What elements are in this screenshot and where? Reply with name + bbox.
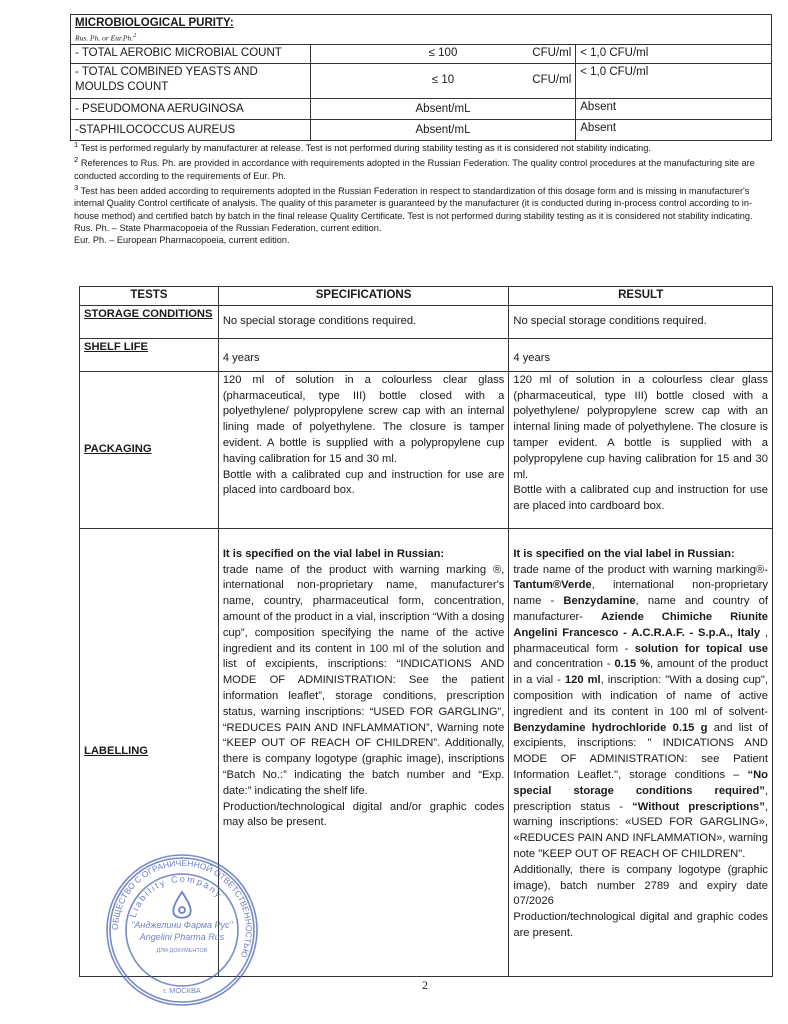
micro-limit: ≤ 100 — [428, 46, 458, 59]
micro-header-cell — [71, 15, 772, 45]
storage-label: STORAGE CONDITIONS — [84, 307, 213, 320]
micro-test-name: - TOTAL AEROBIC MICROBIAL COUNT — [71, 44, 311, 63]
footnote-text: Test has been added according to requirements adopted in the Russian Federation in respect to standardization of this dosage form and is missing in manufacturer's internal Quality Control certificate of analysis. The quality of this parameter is guaranteed by the manufacturer (it is conducted during in-process control according to in-house method) and certified batch by batch in the final release Quality Certificate. Test is not performed during stability testing as it is considered not stability indicating. — [74, 186, 753, 221]
lr-storage: “No special storage conditions required” — [513, 768, 768, 797]
footnote-eurph: Eur. Ph. – European Pharmacopoeia, current edition. — [74, 235, 290, 246]
storage-spec: No special storage conditions required. — [218, 305, 509, 338]
footnote-text: Test is performed regularly by manufacturer at release. Test is not performed during stability testing as it is considered not stability indicating. — [78, 143, 651, 154]
lr-form: solution for topical use — [634, 642, 768, 655]
lr-concentration: 0.15 % — [614, 658, 650, 671]
micro-row — [71, 119, 772, 140]
micro-result: < 1,0 CFU/ml — [576, 63, 772, 98]
packaging-spec — [218, 371, 509, 528]
header-tests: TESTS — [80, 287, 219, 306]
microbiological-purity-table — [70, 14, 772, 141]
footnotes — [74, 139, 774, 247]
footnote-mark: 1 — [74, 140, 79, 149]
footnote-rusph: Rus. Ph. – State Pharmacopoeia of the Russian Federation, current edition. — [74, 222, 382, 233]
footnote-text: References to Rus. Ph. are provided in accordance with requirements adopted in the Russian Federation. The quality control procedures at the manufacturing site are conducted according to the requirements of Eur. Ph. — [74, 158, 755, 181]
packaging-label-cell — [80, 371, 219, 528]
micro-row — [71, 44, 772, 63]
labelling-label: LABELLING — [84, 745, 149, 758]
micro-subtitle — [75, 31, 767, 43]
packaging-spec-p2: Bottle with a calibrated cup and instruction for use are placed into cardboard box. — [222, 468, 505, 497]
micro-spec — [310, 44, 576, 63]
packaging-result — [509, 371, 773, 528]
page-number: 2 — [422, 978, 428, 992]
micro-limit: Absent/mL — [415, 102, 471, 115]
labelling-spec — [218, 528, 509, 976]
company-stamp — [104, 852, 260, 1008]
stamp-inner-path: Liability Company — [127, 873, 225, 919]
micro-title: MICROBIOLOGICAL PURITY: — [75, 17, 234, 29]
storage-row — [80, 305, 773, 338]
labelling-result — [509, 528, 773, 976]
lr-t8: and list of excipients, inscriptions: " INDICATIONS AND MODE OF ADMINISTRATION: see Patient Information Leaflet.", storage conditions – — [513, 721, 768, 781]
stamp-doc: ДЛЯ ДОКУМЕНТОВ — [156, 948, 208, 954]
micro-spec — [310, 63, 576, 98]
labelling-result-heading: It is specified on the vial label in Russian: — [513, 547, 735, 560]
labelling-result-codes: Production/technological digital and graphic codes are present. — [513, 911, 768, 939]
footnote-mark: 3 — [74, 183, 79, 193]
lr-t1: trade name of the product with warning marking®- — [513, 563, 768, 576]
lr-t4: , pharmaceutical form - — [513, 626, 769, 655]
micro-spec — [310, 119, 576, 140]
micro-test-name: -STAPHILOCOCCUS AUREUS — [71, 119, 311, 140]
lr-t10: , warning inscriptions: «USED FOR GARGLING», «REDUCES PAIN AND INFLAMMATION», warning note "KEEP OUT OF REACH OF CHILDREN". — [513, 800, 768, 860]
stamp-center-ru: "Анджелини Фарма Рус" — [131, 920, 233, 930]
lr-trade-name: Tantum®Verde — [513, 579, 592, 592]
footnote-2 — [74, 154, 774, 182]
lr-amount: 120 ml — [564, 674, 601, 687]
micro-row — [71, 98, 772, 119]
micro-test-name: - TOTAL COMBINED YEASTS AND MOULDS COUNT — [71, 63, 311, 98]
lr-prescription: “Without prescriptions” — [632, 800, 765, 813]
packaging-row — [80, 371, 773, 528]
storage-result: No special storage conditions required. — [509, 305, 773, 338]
shelf-label: SHELF LIFE — [84, 340, 149, 353]
micro-unit: CFU/ml — [532, 73, 572, 86]
labelling-spec-heading: It is specified on the vial label in Russian: — [222, 547, 445, 560]
stamp-outer-text — [110, 858, 254, 959]
shelf-label-cell — [80, 338, 219, 371]
micro-subtitle-text: Rus. Ph. or Eur.Ph. — [75, 33, 134, 43]
shelf-spec: 4 years — [218, 338, 509, 371]
stamp-bottom: г. МОСКВА — [163, 986, 201, 995]
footnote-1 — [74, 139, 774, 154]
lr-t5: and concentration - — [513, 658, 615, 671]
stamp-center-en: Angelini Pharma Rus — [139, 932, 225, 942]
micro-subtitle-sup: 2 — [133, 32, 137, 39]
footnote-mark: 2 — [74, 155, 79, 165]
lr-t7: , inscription: "With a dosing cup", composition with indication of name of active ingredient and its content in 100 ml of solvent- — [513, 674, 768, 718]
packaging-result-p2: Bottle with a calibrated cup and instruction for use are placed into cardboard box. — [513, 484, 768, 513]
lr-inn: Benzydamine — [563, 595, 636, 608]
micro-limit: Absent/mL — [415, 123, 471, 136]
storage-label-cell — [80, 305, 219, 338]
labelling-spec-body: trade name of the product with warning marking ®, international non-proprietary name, manufacturer's name, country, pharmaceutical form, concentration, amount of the product in a vial, inscription “With a dosing cup”, composition specifying the name of the active ingredient and its content in 100 ml of the solution and list of excipients, inscriptions: “INDICATIONS AND MODE OF ADMINISTRATION: See the patient information leaflet”, storage conditions, prescription status, warning inscriptions: “USED FOR GARGLING”, “REDUCES PAIN AND INFLAMMATION”, Warning note “KEEP OUT OF REACH OF CHILDREN”. Additionally, there is company logotype (graphic image), inscriptions “Batch No.:” indicating the batch number and “Exp. date:” indicating the shelf life. — [222, 563, 505, 797]
stamp-logo-icon — [173, 892, 190, 918]
micro-spec — [310, 98, 576, 119]
lr-t6: , amount of the product in a vial - — [513, 658, 768, 687]
header-result: RESULT — [509, 287, 773, 306]
micro-unit: CFU/ml — [532, 46, 572, 59]
packaging-label: PACKAGING — [84, 442, 152, 455]
micro-limit: ≤ 10 — [431, 73, 455, 86]
micro-header-row — [71, 15, 772, 45]
header-specifications: SPECIFICATIONS — [218, 287, 509, 306]
micro-test-name: - PSEUDOMONA AERUGINOSA — [71, 98, 311, 119]
tests-header-row — [80, 287, 773, 306]
packaging-spec-p1: 120 ml of solution in a colourless clear glass (pharmaceutical, type III) bottle closed with a polyethylene/ polypropylene screw cap with an internal lining made of polyethylene. The closure is tamper evident. A bottle is supplied with a polypropylene cup having calibration for 15 and 30 ml. — [222, 373, 505, 465]
micro-row — [71, 63, 772, 98]
packaging-result-p1: 120 ml of solution in a colourless clear glass (pharmaceutical, type III) bottle closed with a polyethylene/ polypropylene screw cap with an internal lining made of polyethylene. The closure is tamper evident. A bottle is supplied with a polypropylene cup having calibration for 15 and 30 ml. — [513, 373, 768, 481]
footnote-3 — [74, 182, 774, 222]
labelling-result-body — [513, 563, 768, 863]
lr-t2: , international non-proprietary name - — [513, 579, 768, 608]
labelling-result-logo: Additionally, there is company logotype (graphic image), batch number 2789 and expiry date 07/2026 — [513, 863, 768, 908]
lr-active: Benzydamine hydrochloride 0.15 g — [513, 721, 708, 734]
stamp-outer-path: ОБЩЕСТВО С ОГРАНИЧЕННОЙ ОТВЕТСТВЕННОСТЬЮ — [109, 857, 255, 960]
shelf-result: 4 years — [509, 338, 773, 371]
micro-result: Absent — [576, 98, 772, 119]
lr-t9: , prescription status - — [513, 784, 768, 813]
lr-manufacturer: Aziende Chimiche Riunite Angelini Francesco - A.C.R.A.F. - S.p.A., Italy — [513, 610, 769, 639]
lr-t3: , name and country of manufacturer- — [513, 595, 768, 623]
labelling-spec-tail: Production/technological digital and/or graphic codes may also be present. — [222, 800, 505, 829]
micro-result: Absent — [576, 119, 772, 140]
micro-result: < 1,0 CFU/ml — [576, 44, 772, 63]
shelf-life-row — [80, 338, 773, 371]
